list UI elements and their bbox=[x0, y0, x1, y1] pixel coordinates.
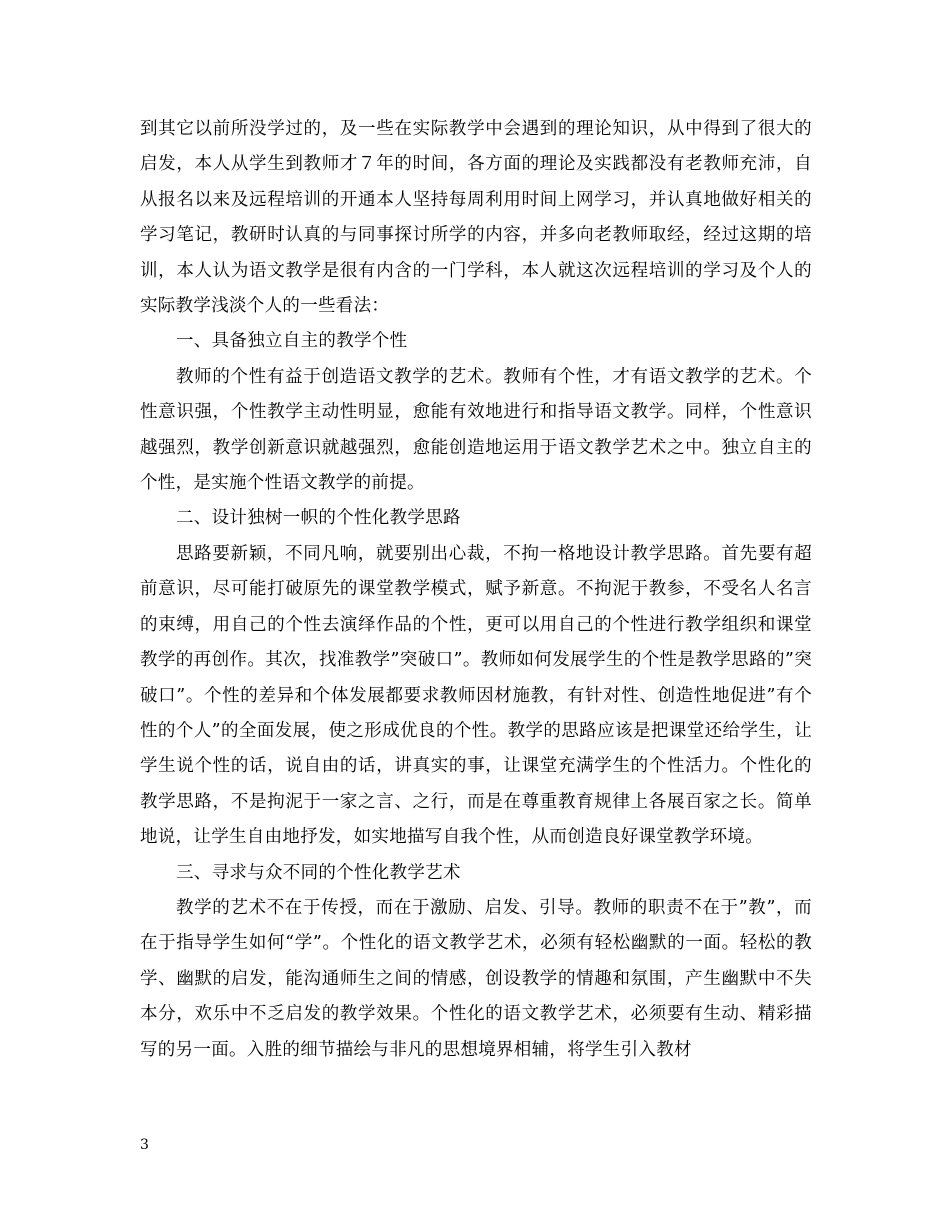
section-heading-1: 一、具备独立自主的教学个性 bbox=[176, 331, 408, 352]
paragraph-section-3: 教学的艺术不在于传授，而在于激励、启发、引导。教师的职责不在于”教”，而在于指导学生如何“学”。个性化的语文教学艺术，必须有轻松幽默的一面。轻松的教学、幽默的启发，能沟通师生之间的情感，创设教学的情趣和氛围，产生幽默中不失本分，欢乐中不乏启发的教学效果。个性化的语文教学艺术，必须要有生动、精彩描写的另一面。入胜的细节描绘与非凡的思想境界相辅，将学生引入教材 bbox=[140, 897, 812, 1060]
section-heading-3: 三、寻求与众不同的个性化教学艺术 bbox=[176, 862, 461, 883]
paragraph-section-2: 思路要新颖，不同凡响，就要别出心裁，不拘一格地设计教学思路。首先要有超前意识，尽可能打破原先的课堂教学模式，赋予新意。不拘泥于教参，不受名人名言的束缚，用自己的个性去演绎作品的个性，更可以用自己的个性进行教学组织和课堂教学的再创作。其次，找准教学”突破口”。教师如何发展学生的个性是教学思路的”突破口”。个性的差异和个体发展都要求教师因材施教，有针对性、创造性地促进”有个性的个人”的全面发展，使之形成优良的个性。教学的思路应该是把课堂还给学生，让学生说个性的话，说自由的话，讲真实的事，让课堂充满学生的个性活力。个性化的教学思路，不是拘泥于一家之言、之行，而是在尊重教育规律上各展百家之长。简单地说，让学生自由地抒发，如实地描写自我个性，从而创造良好课堂教学环境。 bbox=[140, 543, 812, 848]
paragraph-intro: 到其它以前所没学过的，及一些在实际教学中会遇到的理论知识，从中得到了很大的启发，本人从学生到教师才７年的时间，各方面的理论及实践都没有老教师充沛，自从报名以来及远程培训的开通本人坚持每周利用时间上网学习，并认真地做好相关的学习笔记，教研时认真的与同事探讨所学的内容，并多向老教师取经，经过这期的培训，本人认为语文教学是很有内含的一门学科，本人就这次远程培训的学习及个人的实际教学浅淡个人的一些看法： bbox=[140, 119, 812, 317]
page-number: 3 bbox=[140, 1137, 149, 1153]
paragraph-section-1: 教师的个性有益于创造语文教学的艺术。教师有个性，才有语文教学的艺术。个性意识强，个性教学主动性明显，愈能有效地进行和指导语文教学。同样，个性意识越强烈，教学创新意识就越强烈，愈能创造地运用于语文教学艺术之中。独立自主的个性，是实施个性语文教学的前提。 bbox=[140, 366, 812, 494]
section-heading-2: 二、设计独树一帜的个性化教学思路 bbox=[176, 508, 461, 529]
document-body bbox=[140, 112, 812, 1068]
